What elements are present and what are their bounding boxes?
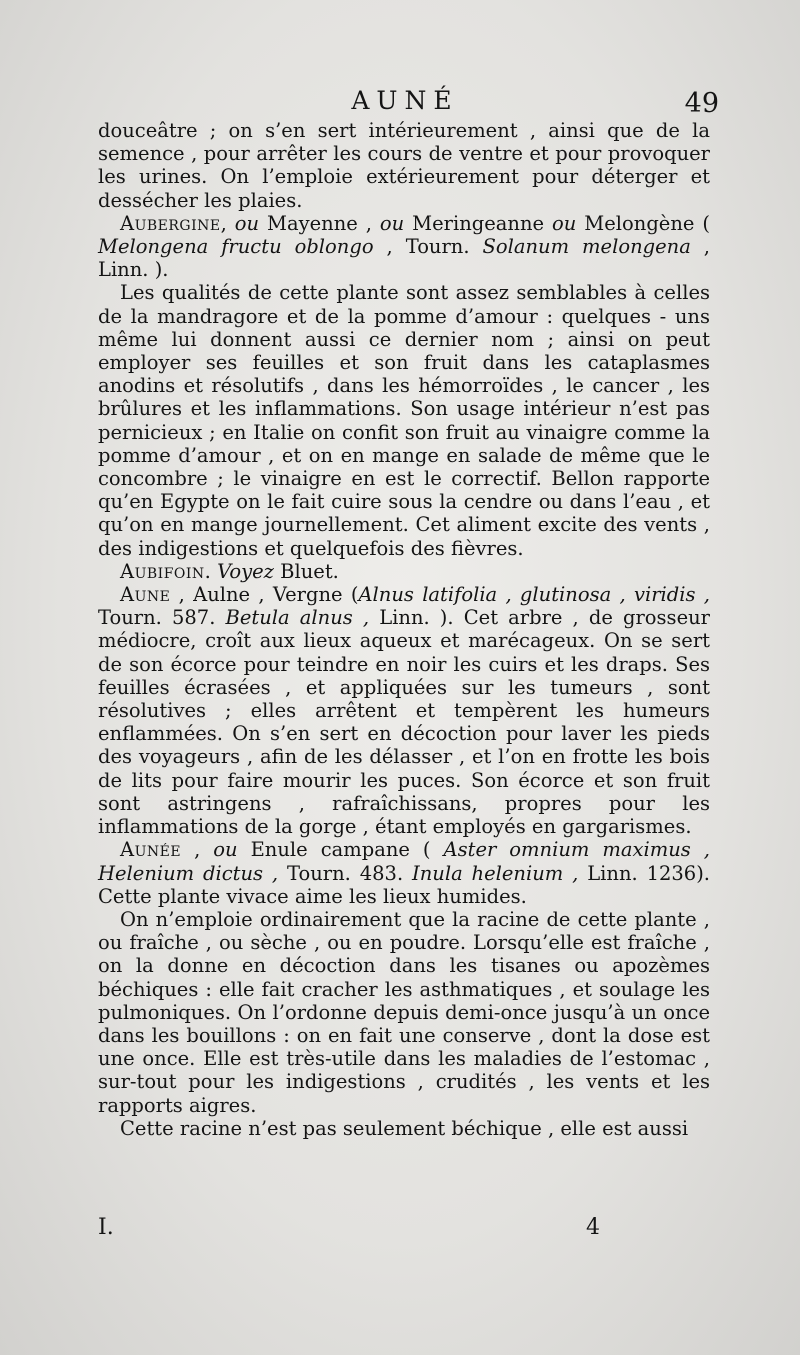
entry-headword: Aubergine xyxy=(120,211,221,235)
signature-volume: I. xyxy=(98,1215,114,1240)
page-number: 49 xyxy=(684,88,719,119)
body-text xyxy=(98,119,710,1140)
page-footer xyxy=(98,1215,710,1245)
paragraph-aubergine-qualities: Les qualités de cette plante sont assez semblables à celles de la mandragore et de la pomme d’amour : quelques - uns même lui donnent aussi ce dernier nom ; ainsi on peut employer ses feuilles et son fruit dans les cataplasmes anodins et résolutifs , dans les hémorroïdes , le cancer , les brûlures et les inflammations. Son usage intérieur n’est pas pernicieux ; en Italie on confit son fruit au vinaigre comme la pomme d’amour , et on en mange en salade de même que le concombre ; le vinaigre en est le correctif. Bellon rapporte qu’en Egypte on le fait cuire sous la cendre ou dans l’eau , et qu’on en mange journellement. Cet aliment excite des vents , des indigestions et quelquefois des fièvres. xyxy=(98,281,710,560)
entry-headword: Aune xyxy=(120,583,171,607)
running-head: AUNÉ xyxy=(351,86,459,115)
entry-headword: Aunée xyxy=(120,838,182,862)
paragraph-aunee-usage: On n’emploie ordinairement que la racine de cette plante , ou fraîche , ou sèche , ou en poudre. Lorsqu’elle est fraîche , on la donne en décoction dans les tisanes ou apozèmes béchiques : elle fait cracher les asthmatiques , et soulage les pulmoniques. On l’ordonne depuis demi-once jusqu’à un once dans les bouillons : on en fait une conserve , dont la dose est une once. Elle est très-utile dans les maladies de l’estomac , sur-tout pour les indigestions , crudités , les vents et les rapports aigres. xyxy=(98,907,710,1117)
entry-aubifoin: Aubifoin. Voyez Bluet. xyxy=(120,559,339,583)
paragraph-continuation: douceâtre ; on s’en sert intérieurement , ainsi que de la semence , pour arrêter les cours de ventre et pour provoquer les urines. On l’emploie extérieurement pour déterger et dessécher les plaies. xyxy=(98,119,710,212)
page-header xyxy=(95,86,719,120)
signature-mark: 4 xyxy=(586,1215,600,1240)
entry-aubergine: Aubergine, ou Mayenne , ou Meringeanne ou Melongène ( Melongena fructu oblongo , Tourn. Solanum melongena , Linn. ). xyxy=(98,211,711,282)
paragraph-aunee-continued: Cette racine n’est pas seulement béchique , elle est aussi xyxy=(120,1116,689,1140)
entry-aune: Aune , Aulne , Vergne (Alnus latifolia , glutinosa , viridis , Tourn. 587. Betula alnus , Linn. ). Cet arbre , de grosseur médiocre, croît aux lieux aqueux et marécageux. On se sert de son écorce pour teindre en noir les cuirs et les draps. Ses feuilles écrasées , et appliquées sur les tumeurs , sont résolutives ; elles arrêtent et tempèrent les humeurs enflammées. On s’en sert en décoction pour laver les pieds des voyageurs , afin de les délasser , et l’on en frotte les bois de lits pour faire mourir les puces. Son écorce et son fruit sont astringens , rafraîchissans, propres pour les inflammations de la gorge , étant employés en gargarismes. xyxy=(98,583,710,839)
entry-aunee: Aunée , ou Enule campane ( Aster omnium maximus , Helenium dictus , Tourn. 483. Inula helenium , Linn. 1236). Cette plante vivace aime les lieux humides. xyxy=(98,838,710,908)
entry-headword: Aubifoin xyxy=(120,559,205,583)
